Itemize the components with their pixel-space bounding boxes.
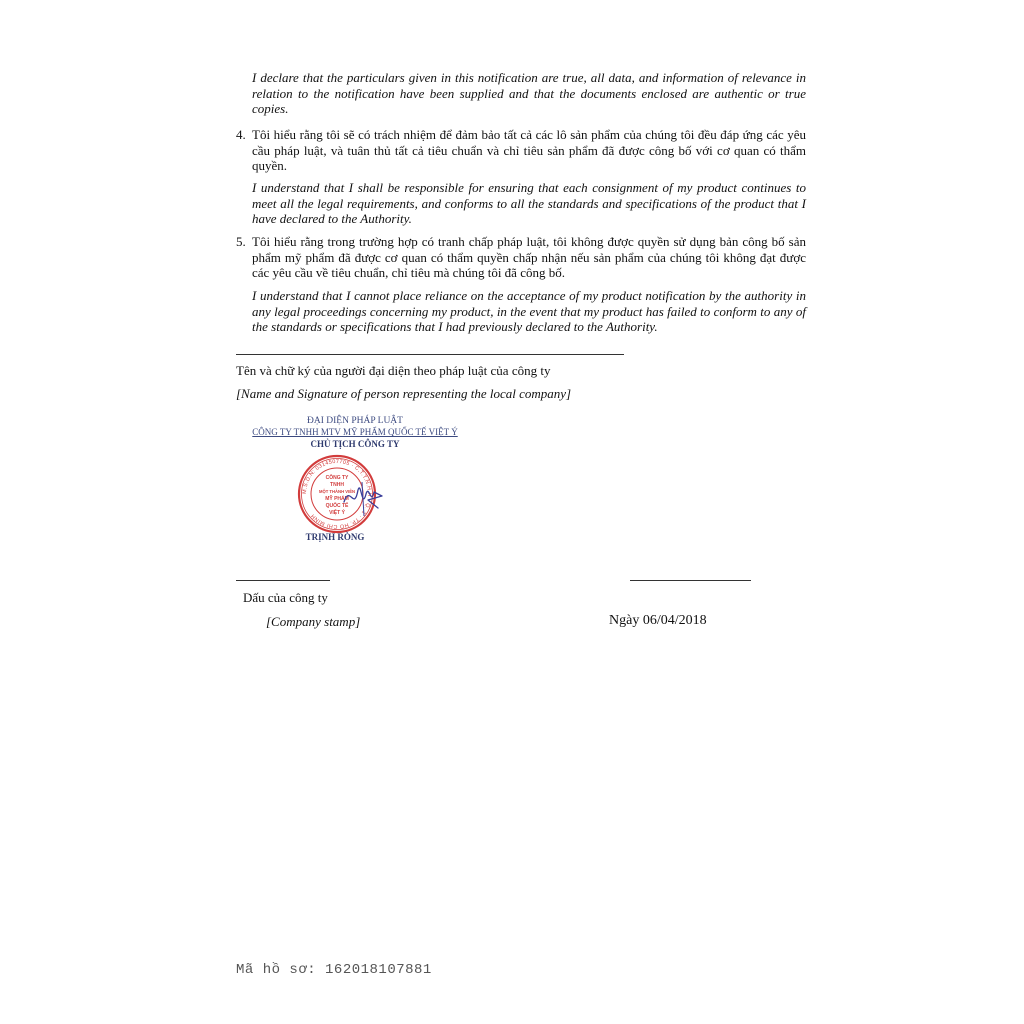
signature-line bbox=[236, 354, 624, 355]
seal-center-line: MỘT THÀNH VIÊN bbox=[318, 489, 356, 494]
seal-center-line: CÔNG TY bbox=[325, 475, 349, 481]
file-code: Mã hồ sơ: 162018107881 bbox=[236, 962, 432, 978]
signature-label-en: [Name and Signature of person representing the local company] bbox=[236, 386, 572, 401]
company-stamp-line bbox=[236, 580, 330, 581]
item-5-number: 5. bbox=[236, 234, 246, 249]
date-line bbox=[630, 580, 751, 581]
signer-name: TRỊNH RÒNG bbox=[305, 532, 365, 542]
seal-center-line: VIỆT Ý bbox=[329, 510, 345, 516]
date-text: Ngày 06/04/2018 bbox=[609, 613, 707, 628]
declaration-4-english: I understand that I shall be responsible for ensuring that each consignment of my product continues to meet all the legal requirements, and conforms to all the standards and specifications of the product that I have declared to the Authority. bbox=[252, 180, 806, 226]
signature-label-vi: Tên và chữ ký của người đại diện theo pháp luật của công ty bbox=[236, 363, 551, 378]
seal-center-line: TNHH bbox=[330, 482, 344, 488]
representative-stamp bbox=[250, 414, 460, 549]
handwritten-signature-icon bbox=[338, 472, 388, 522]
seal-center-line: QUỐC TẾ bbox=[325, 503, 349, 509]
stamp-line-1: ĐẠI DIỆN PHÁP LUẬT bbox=[307, 416, 403, 426]
declaration-3-english: I declare that the particulars given in this notification are true, all data, and information of relevance in relation to the notification have been supplied and that the documents enclosed are authentic or true copies. bbox=[252, 70, 806, 116]
stamp-line-2: CÔNG TY TNHH MTV MỸ PHẨM QUỐC TẾ VIỆT Ý bbox=[252, 427, 458, 437]
company-stamp-label-vi: Dấu của công ty bbox=[243, 590, 328, 605]
declaration-4-vietnamese: Tôi hiểu rằng tôi sẽ có trách nhiệm để đảm bảo tất cả các lô sản phẩm của chúng tôi đều đáp ứng các yêu cầu pháp luật, và tuân thủ tất cả tiêu chuẩn và chỉ tiêu sản phẩm đã được công bố với cơ quan có thẩm quyền. bbox=[252, 127, 806, 173]
declaration-5-vietnamese: Tôi hiểu rằng trong trường hợp có tranh chấp pháp luật, tôi không được quyền sử dụng bản công bố sản phẩm mỹ phẩm đã được cơ quan có thẩm quyền chấp nhận nếu sản phẩm của chúng tôi không đạt được các yêu cầu về tiêu chuẩn, chỉ tiêu mà chúng tôi đã công bố. bbox=[252, 234, 806, 280]
declaration-5-english: I understand that I cannot place reliance on the acceptance of my product notification by the authority in any legal proceedings concerning my product, in the event that my product has failed to conform to any of the standards or specifications that I had previously declared to the Authority. bbox=[252, 288, 806, 334]
seal-ring-text: M.S.D.N: 0314507705 · C.T.T.N.H.H · Q. 1 · TP. HỒ CHÍ MINH bbox=[301, 458, 373, 530]
company-stamp-label-en: [Company stamp] bbox=[266, 614, 361, 629]
seal-center-line: MỸ PHẨM bbox=[325, 496, 349, 502]
stamp-line-3: CHỦ TỊCH CÔNG TY bbox=[310, 439, 400, 449]
item-4-number: 4. bbox=[236, 127, 246, 142]
